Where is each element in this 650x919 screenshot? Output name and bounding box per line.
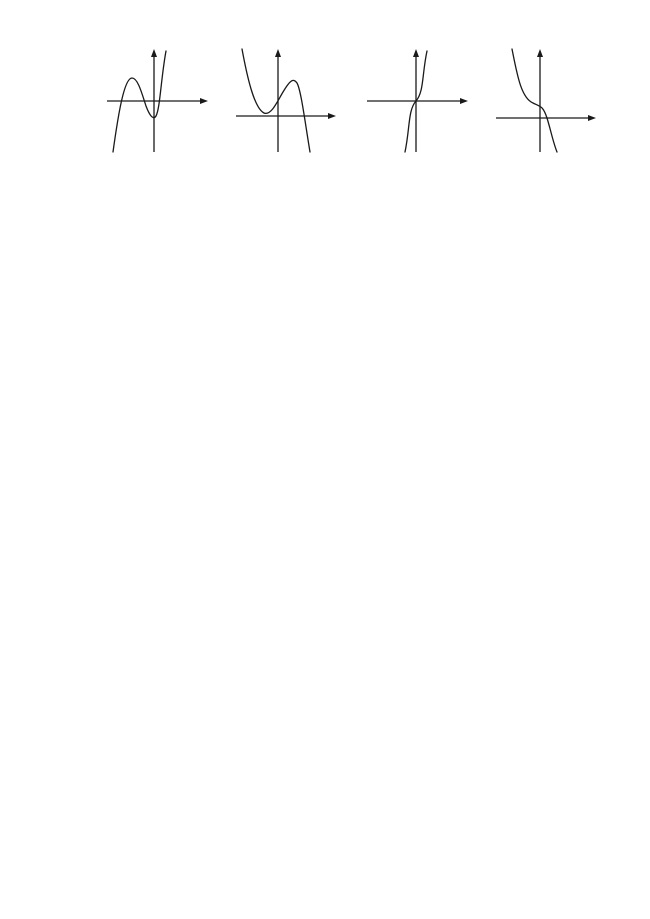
x-axis-arrow-icon: [200, 98, 208, 104]
graph-2: [234, 46, 356, 152]
cubic-curve: [512, 49, 557, 152]
y-axis-arrow-icon: [413, 49, 419, 57]
cubic-curve: [242, 49, 310, 152]
y-axis-arrow-icon: [151, 49, 157, 57]
graph-3-plot: [364, 46, 486, 154]
graph-4: [494, 46, 616, 152]
y-axis-arrow-icon: [537, 49, 543, 57]
y-axis-arrow-icon: [275, 49, 281, 57]
graphs-row: [104, 46, 616, 152]
graph-3: [364, 46, 486, 152]
graph-4-plot: [494, 46, 616, 154]
x-axis-arrow-icon: [460, 98, 468, 104]
graph-1-plot: [104, 46, 226, 154]
x-axis-arrow-icon: [588, 115, 596, 121]
question-label: [46, 40, 104, 154]
x-axis-arrow-icon: [328, 113, 336, 119]
graph-2-plot: [234, 46, 356, 154]
graph-1: [104, 46, 226, 152]
question-content: [104, 40, 616, 154]
question-23: [46, 40, 616, 154]
